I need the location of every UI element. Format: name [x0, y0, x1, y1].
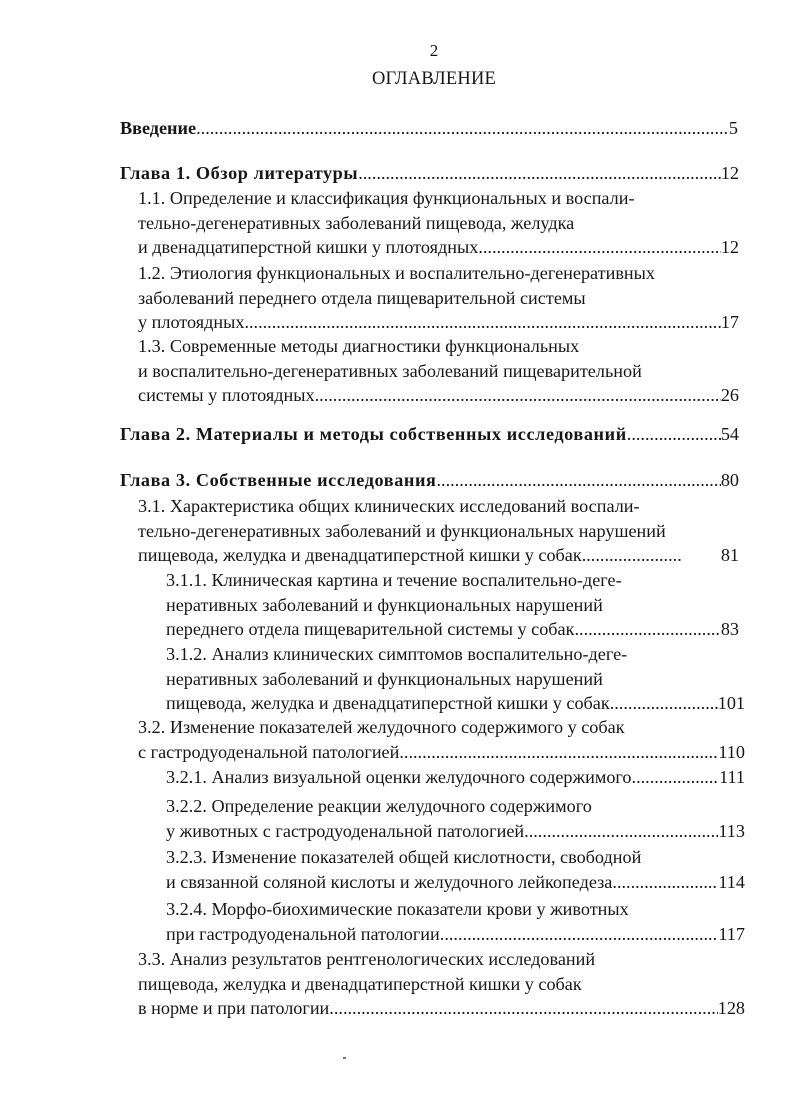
- dot-leader: [399, 740, 718, 765]
- toc-entry-title: системы у плотоядных: [138, 385, 315, 406]
- toc-entry-section-1-1: [138, 186, 739, 260]
- dot-leader: [329, 996, 717, 1021]
- page-number: 2: [429, 41, 439, 60]
- toc-entry-section-3-3: [138, 947, 745, 1021]
- toc-entry-title: 3.2.1. Анализ визуальной оценки желудочного содержимого: [166, 767, 632, 787]
- toc-entry-line: 3.1.2. Анализ клинических симптомов воспалительно-деге-: [166, 644, 628, 664]
- dot-leader: [440, 922, 719, 947]
- toc-entry-line: 3.2. Изменение показателей желудочного содержимого у собак: [138, 717, 625, 737]
- toc-entry-line: 3.3. Анализ результатов рентгенологических исследований: [138, 949, 596, 969]
- toc-page-number: 12: [720, 163, 739, 183]
- dot-leader: [627, 422, 721, 447]
- toc-entry-line: 1.2. Этиология функциональных и воспалительно-дегенеративных: [138, 263, 655, 283]
- toc-page-number: 12: [720, 237, 739, 258]
- toc-entry-section-3-2-1: [166, 765, 745, 790]
- toc-entry-line: заболеваний переднего отдела пищеварительной системы: [138, 287, 586, 308]
- toc-page-number: 128: [717, 998, 745, 1019]
- toc-entry-title: пищевода, желудка и двенадцатиперстной кишки у собак: [138, 545, 582, 566]
- toc-page-number: 26: [720, 385, 739, 406]
- toc-entry-introduction: [120, 116, 738, 141]
- toc-entry-title: при гастродуоденальной патологии: [166, 923, 440, 944]
- toc-entry-line: и воспалительно-дегенеративных заболеваний пищеварительной: [138, 360, 642, 381]
- toc-entry-chapter-1: [120, 161, 739, 186]
- dot-leader: [612, 870, 718, 895]
- toc-title: ОГЛАВЛЕНИЕ: [371, 69, 497, 89]
- toc-page-number: 83: [720, 619, 739, 640]
- toc-entry-title: у животных с гастродуоденальной патологией: [166, 820, 525, 841]
- toc-page-number: 17: [720, 312, 739, 333]
- toc-entry-section-3-1: [138, 494, 739, 568]
- toc-page-number: 5: [728, 118, 738, 138]
- toc-page-number: 111: [719, 767, 745, 787]
- toc-page-number: 117: [718, 923, 745, 944]
- toc-page-number: 113: [718, 820, 745, 841]
- toc-entry-line: 3.1.1. Клиническая картина и течение воспалительно-деге-: [166, 570, 622, 590]
- dot-leader: [196, 116, 729, 141]
- dot-leader: [244, 310, 720, 335]
- toc-entry-chapter-2: [120, 422, 739, 447]
- dot-leader: [610, 691, 718, 716]
- toc-entry-title: Глава 2. Материалы и методы собственных исследований: [120, 424, 627, 444]
- toc-entry-title: в норме и при патологии: [138, 998, 330, 1019]
- dot-leader: [574, 617, 720, 642]
- toc-entry-title: пищевода, желудка и двенадцатиперстной кишки у собак: [166, 693, 610, 714]
- toc-entry-line: неративных заболеваний и функциональных нарушений: [166, 668, 603, 689]
- toc-entry-title: Глава 1. Обзор литературы: [120, 163, 359, 183]
- toc-entry-line: 3.2.4. Морфо-биохимические показатели крови у животных: [166, 899, 629, 919]
- toc-entry-section-3-2-4: [166, 897, 745, 946]
- toc-entry-line: тельно-дегенеративных заболеваний и функциональных нарушений: [138, 520, 666, 541]
- toc-entry-line: пищевода, желудка и двенадцатиперстной кишки у собак: [138, 973, 582, 994]
- toc-entry-line: 3.1. Характеристика общих клинических исследований воспали-: [138, 496, 640, 516]
- toc-page-number: 54: [720, 424, 739, 444]
- toc-entry-title: переднего отдела пищеварительной системы у собак: [166, 619, 575, 640]
- toc-entry-line: 3.2.2. Определение реакции желудочного содержимого: [166, 796, 592, 816]
- toc-entry-title: и двенадцатиперстной кишки у плотоядных: [138, 237, 479, 258]
- dot-leader: [478, 235, 721, 260]
- toc-entry-section-1-2: [138, 261, 739, 335]
- toc-page-number: 110: [718, 741, 745, 762]
- scan-speck: [343, 1057, 346, 1059]
- toc-entry-title: Введение: [120, 118, 197, 138]
- toc-entry-chapter-3: [120, 468, 739, 493]
- dot-leader: [315, 383, 721, 408]
- toc-entry-section-3-2-2: [166, 794, 745, 843]
- dot-leader: [582, 543, 683, 568]
- toc-page-number: 114: [718, 871, 745, 892]
- dot-leader: [436, 468, 720, 493]
- toc-entry-section-3-2: [138, 715, 745, 764]
- toc-page-number: 101: [717, 693, 745, 714]
- toc-entry-title: с гастродуоденальной патологией: [138, 741, 400, 762]
- dot-leader: [632, 765, 720, 790]
- toc-entry-section-1-3: [138, 334, 739, 408]
- toc-entry-line: 1.3. Современные методы диагностики функциональных: [138, 336, 580, 356]
- dot-leader: [524, 819, 718, 844]
- toc-entry-line: тельно-дегенеративных заболеваний пищевода, желудка: [138, 212, 575, 233]
- dot-leader: [358, 161, 721, 186]
- toc-entry-section-3-1-2: [166, 642, 745, 716]
- toc-page-number: 80: [720, 470, 739, 490]
- toc-entry-title: у плотоядных: [138, 312, 245, 333]
- toc-entry-line: неративных заболеваний и функциональных нарушений: [166, 594, 603, 615]
- toc-entry-title: Глава 3. Собственные исследования: [120, 470, 437, 490]
- toc-entry-section-3-1-1: [166, 568, 739, 642]
- toc-entry-line: 3.2.3. Изменение показателей общей кислотности, свободной: [166, 847, 642, 867]
- toc-entry-section-3-2-3: [166, 845, 745, 894]
- toc-entry-line: 1.1. Определение и классификация функциональных и воспали-: [138, 188, 635, 208]
- toc-entry-title: и связанной соляной кислоты и желудочного лейкопедеза: [166, 871, 613, 892]
- toc-page-number: 81: [720, 545, 739, 566]
